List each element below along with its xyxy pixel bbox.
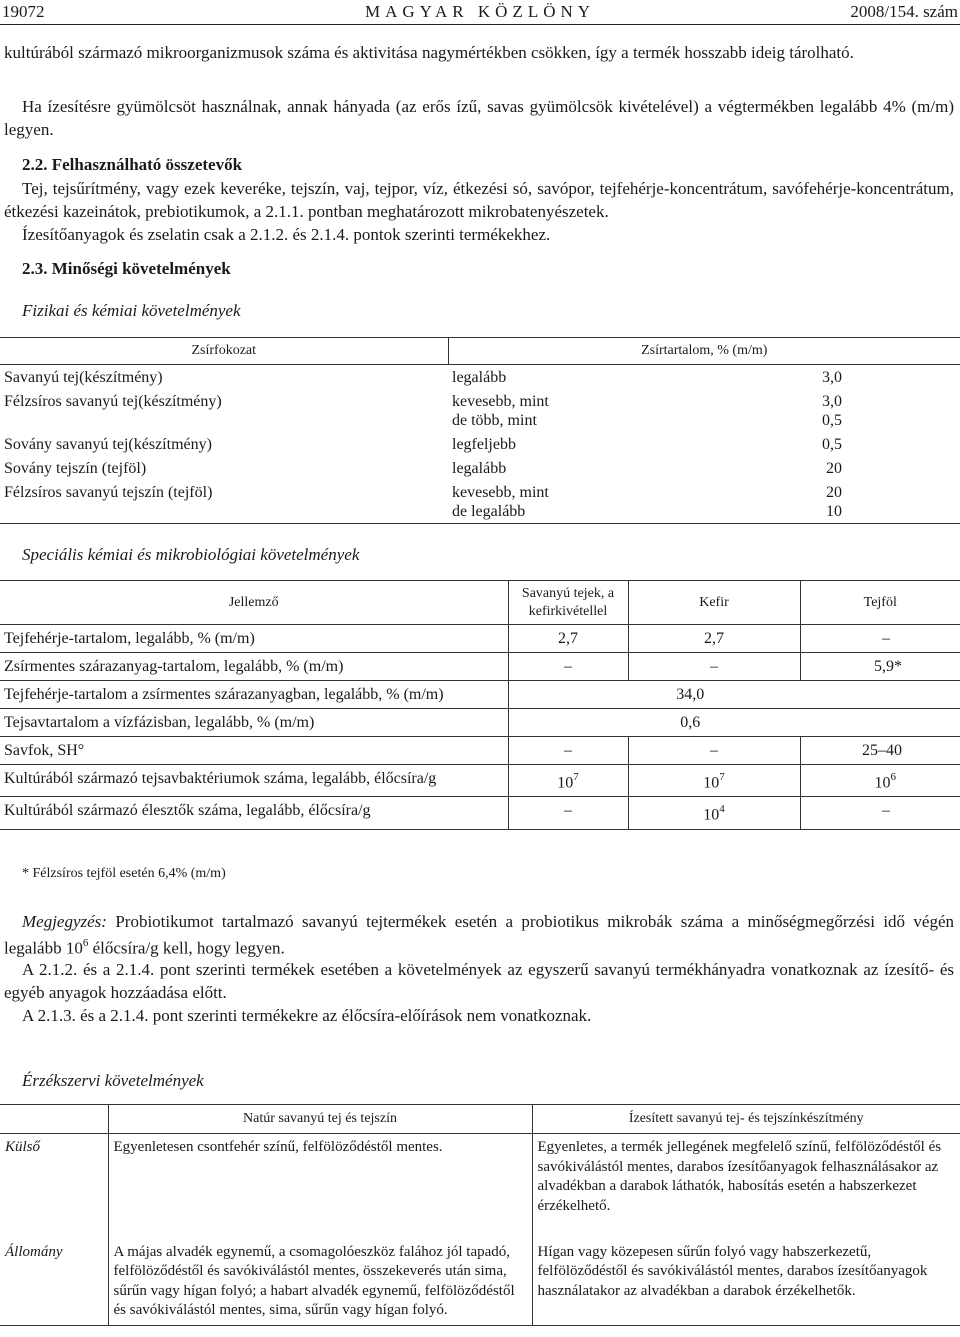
cell-value: [508, 765, 628, 797]
row-value: 20: [826, 460, 842, 477]
row-label: Félzsíros savanyú tej(készítmény): [4, 393, 222, 410]
note-text: Probiotikumot tartalmazó savanyú tejtermékek esetén a probiotikus mikrobák száma a minőségmegőrzési idő végén legalább 10: [4, 912, 955, 958]
note-text: élőcsíra/g kell, hogy legyen.: [92, 938, 285, 958]
cell-value: –: [508, 653, 628, 681]
cell-text: A májas alvadék egynemű, a csomagolóeszköz falához jól tapadó, felfölöződéstől és savókiválástól mentes, összekeverés után sima, sűrűn vagy hígan folyó; a habart alvadék egynemű, felfölöződéstől és savókiválástól mentes, sima, sűrűn vagy hígan folyó.: [108, 1239, 532, 1326]
row-condition: legalább: [452, 369, 507, 386]
table-row: [0, 432, 960, 456]
condition-line: de legalább: [452, 503, 526, 520]
value-line: 10: [826, 503, 842, 520]
cell-value: 5,9*: [800, 653, 960, 681]
exponent: 7: [719, 771, 725, 783]
subheading-physical-chemical: Fizikai és kémiai követelmények: [22, 301, 241, 320]
cell-value: [800, 765, 960, 797]
cell-text: Egyenletesen csontfehér színű, felfölöződéstől mentes.: [108, 1134, 532, 1239]
cell-value: 25–40: [800, 737, 960, 765]
cell-value: –: [800, 797, 960, 829]
exponent: 6: [890, 771, 896, 783]
table-header: Savanyú tejek, a kefirkivétellel: [508, 581, 628, 625]
table-row: [0, 653, 960, 681]
table-header: Tejföl: [800, 581, 960, 625]
table-row: [0, 456, 960, 480]
note-paragraph-2: A 2.1.2. és a 2.1.4. pont szerinti termékek esetében a követelmények az egyszerű savanyú termékhányadra vonatkoznak az ízesítő- és egyéb anyagok hozzáadása előtt.: [4, 960, 954, 1002]
base: 10: [557, 774, 574, 792]
cell-value: –: [628, 653, 800, 681]
table-header: Zsírtartalom, % (m/m): [448, 338, 960, 365]
intro-paragraph-2: Ha ízesítésre gyümölcsöt használnak, annak hányada (az erős ízű, savas gyümölcsök kivételével) a végtermékben legalább 4% (m/m) legyen.: [4, 97, 954, 139]
row-condition: [448, 480, 810, 524]
condition-line: kevesebb, mint: [452, 393, 549, 410]
base: 10: [703, 806, 720, 824]
row-label: Kultúrából származó élesztők száma, legalább, élőcsíra/g: [0, 797, 508, 829]
cell-text: Egyenletes, a termék jellegének megfelelő színű, felfölöződéstől és savókiválástól mentes, darabos ízesítőanyagok felhasználásakor az alvadékban a darabok láthatók, habosítás esetén a habszerkezet érzékelhető.: [532, 1134, 960, 1239]
table-header: Natúr savanyú tej és tejszín: [108, 1105, 532, 1134]
subheading-sensory: Érzékszervi követelmények: [22, 1071, 204, 1090]
table-header: Ízesített savanyú tej- és tejszínkészítmény: [532, 1105, 960, 1134]
issue-number: 2008/154. szám: [850, 2, 958, 21]
row-condition: [448, 389, 810, 432]
table-row: [0, 625, 960, 653]
row-label: Tejfehérje-tartalom a zsírmentes szárazanyagban, legalább, % (m/m): [0, 681, 508, 709]
exponent: 7: [573, 771, 579, 783]
row-label: Félzsíros savanyú tejszín (tejföl): [0, 480, 448, 524]
value-line: 20: [826, 484, 842, 501]
table-header: [0, 1105, 108, 1134]
special-requirements-table: [0, 580, 960, 830]
section-2-2-title: 2.2. Felhasználható összetevők: [22, 155, 243, 174]
row-label: Zsírmentes szárazanyag-tartalom, legalább, % (m/m): [0, 653, 508, 681]
subheading-special: Speciális kémiai és mikrobiológiai követelmények: [22, 545, 360, 564]
cell-value: [628, 765, 800, 797]
table-header: Jellemző: [0, 581, 508, 625]
sensory-table: [0, 1104, 960, 1326]
journal-title: MAGYAR KÖZLÖNY: [364, 2, 596, 21]
intro-paragraph-1: kultúrából származó mikroorganizmusok száma és aktivitása nagymértékben csökken, így a termék hosszabb ideig tárolható.: [4, 43, 854, 62]
row-label: Külső: [5, 1139, 41, 1155]
cell-value-merged: 0,6: [508, 709, 960, 737]
row-value: 3,0: [822, 369, 842, 386]
table-row: [0, 365, 960, 390]
section-2-2-text: Tej, tejsűrítmény, vagy ezek keveréke, tejszín, vaj, tejpor, víz, étkezési só, savópor, tejfehérje-koncentrátum, savófehérje-koncentrátum, étkezési kazeinátok, prebiotikumok, a 2.1.1. pontban meghatározott mikrobatenyészetek.: [4, 179, 954, 221]
fat-content-table: [0, 337, 960, 524]
row-label: Állomány: [0, 1239, 108, 1326]
value-line: 3,0: [822, 393, 842, 410]
cell-value: –: [800, 625, 960, 653]
table-header: Kefir: [628, 581, 800, 625]
base: 10: [874, 774, 891, 792]
note-paragraph-1: [4, 910, 954, 960]
cell-value-merged: 34,0: [508, 681, 960, 709]
table-row: [0, 480, 960, 524]
section-2-3-title: 2.3. Minőségi követelmények: [22, 259, 231, 278]
condition-line: de több, mint: [452, 412, 537, 429]
page-header: [0, 0, 960, 25]
value-line: 0,5: [822, 412, 842, 429]
table-row: [0, 709, 960, 737]
note-paragraph-3: A 2.1.3. és a 2.1.4. pont szerinti termékekre az élőcsíra-előírások nem vonatkoznak.: [22, 1006, 592, 1025]
table-row: [0, 765, 960, 797]
table-row: [0, 1134, 960, 1239]
row-label: Savanyú tej(készítmény): [4, 369, 163, 386]
section-2-2-text-2: Ízesítőanyagok és zselatin csak a 2.1.2. és 2.1.4. pontok szerinti termékekhez.: [22, 225, 551, 244]
cell-value: 2,7: [628, 625, 800, 653]
table-footnote: * Félzsíros tejföl esetén 6,4% (m/m): [22, 866, 226, 881]
base: 10: [703, 774, 720, 792]
row-label: Kultúrából származó tejsavbaktériumok száma, legalább, élőcsíra/g: [0, 765, 508, 797]
exponent: 6: [82, 937, 89, 949]
row-value: [810, 480, 960, 524]
note-label: Megjegyzés:: [22, 912, 107, 931]
row-label: Savfok, SH°: [0, 737, 508, 765]
condition-line: kevesebb, mint: [452, 484, 549, 501]
table-row: [0, 1239, 960, 1326]
row-label: Sovány tejszín (tejföl): [4, 460, 147, 477]
table-row: [0, 681, 960, 709]
table-header: Zsírfokozat: [0, 338, 448, 365]
row-value: 0,5: [822, 436, 842, 453]
table-row: [0, 389, 960, 432]
row-condition: legalább: [452, 460, 507, 477]
cell-text: Hígan vagy közepesen sűrűn folyó vagy habszerkezetű, felfölöződéstől és savókiválástól mentes, darabos ízesítőanyagok használatakor az alvadékban a darabok érzékelhetők.: [532, 1239, 960, 1326]
row-label: Sovány savanyú tej(készítmény): [4, 436, 212, 453]
exponent: 4: [719, 803, 725, 816]
cell-value: –: [628, 737, 800, 765]
cell-value: –: [508, 737, 628, 765]
table-row: [0, 737, 960, 765]
table-row: [0, 797, 960, 829]
cell-value: –: [508, 797, 628, 829]
cell-value: [628, 797, 800, 829]
row-condition: legfeljebb: [452, 436, 516, 453]
row-label: Tejfehérje-tartalom, legalább, % (m/m): [0, 625, 508, 653]
page-number: 19072: [2, 2, 45, 21]
cell-value: 2,7: [508, 625, 628, 653]
row-label: Tejsavtartalom a vízfázisban, legalább, % (m/m): [0, 709, 508, 737]
row-value: [810, 389, 960, 432]
